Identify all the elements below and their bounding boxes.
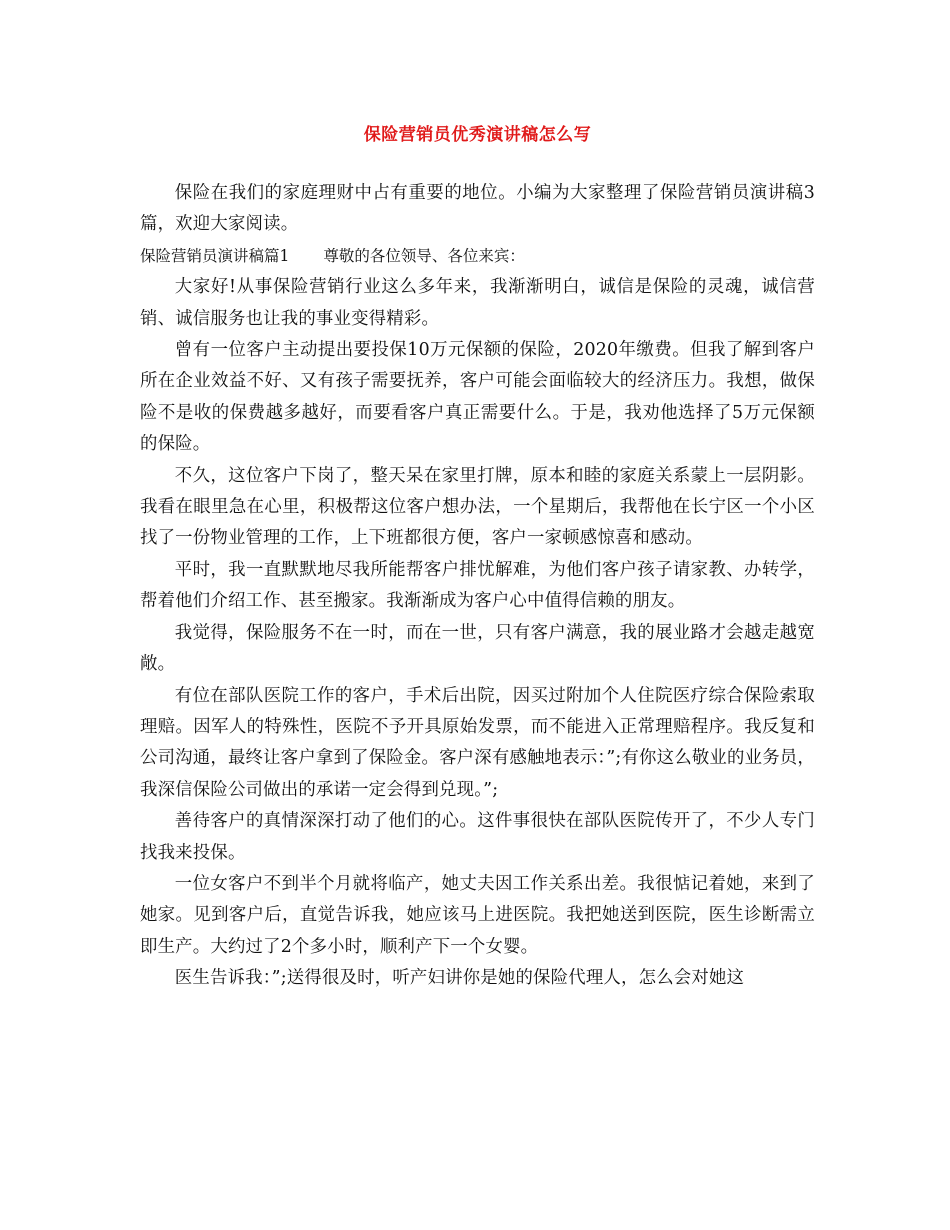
section-heading: 保险营销员演讲稿篇1 bbox=[140, 246, 290, 265]
body-paragraph: 善待客户的真情深深打动了他们的心。这件事很快在部队医院传开了，不少人专门找我来投保。 bbox=[140, 811, 815, 863]
body-paragraph: 曾有一位客户主动提出要投保10万元保额的保险，2020年缴费。但我了解到客户所在企业效益不好、又有孩子需要抚养，客户可能会面临较大的经济压力。我想，做保险不是收的保费越多越好，而要看客户真正需要什么。于是，我劝他选择了5万元保额的保险。 bbox=[140, 340, 815, 455]
document-page bbox=[140, 122, 815, 995]
body-paragraph: 有位在部队医院工作的客户，手术后出院，因买过附加个人住院医疗综合保险索取理赔。因军人的特殊性，医院不予开具原始发票，而不能进入正常理赔程序。我反复和公司沟通，最终让客户拿到了保险金。客户深有感触地表示：”;有你这么敬业的业务员，我深信保险公司做出的承诺一定会得到兑现。”; bbox=[140, 685, 815, 800]
body-paragraph: 医生告诉我：”;送得很及时，听产妇讲你是她的保险代理人，怎么会对她这 bbox=[174, 968, 745, 989]
intro-paragraph: 保险在我们的家庭理财中占有重要的地位。小编为大家整理了保险营销员演讲稿3篇，欢迎大家阅读。 bbox=[140, 183, 815, 235]
section-heading-line bbox=[140, 241, 815, 272]
body-paragraph: 大家好!从事保险营销行业这么多年来，我渐渐明白，诚信是保险的灵魂，诚信营销、诚信服务也让我的事业变得精彩。 bbox=[140, 277, 815, 329]
body-paragraph: 一位女客户不到半个月就将临产，她丈夫因工作关系出差。我很惦记着她，来到了她家。见到客户后，直觉告诉我，她应该马上进医院。我把她送到医院，医生诊断需立即生产。大约过了2个多小时，顺利产下一个女婴。 bbox=[140, 873, 815, 957]
body-paragraph: 我觉得，保险服务不在一时，而在一世，只有客户满意，我的展业路才会越走越宽敞。 bbox=[140, 622, 815, 675]
document-title: 保险营销员优秀演讲稿怎么写 bbox=[363, 125, 592, 145]
body-paragraph: 不久，这位客户下岗了，整天呆在家里打牌，原本和睦的家庭关系蒙上一层阴影。我看在眼里急在心里，积极帮这位客户想办法，一个星期后，我帮他在长宁区一个小区找了一份物业管理的工作，上下班都很方便，客户一家顿感惊喜和感动。 bbox=[140, 465, 815, 549]
salutation: 尊敬的各位领导、各位来宾： bbox=[323, 246, 525, 265]
body-paragraph: 平时，我一直默默地尽我所能帮客户排忧解难，为他们客户孩子请家教、办转学，帮着他们介绍工作、甚至搬家。我渐渐成为客户心中值得信赖的朋友。 bbox=[140, 559, 815, 612]
